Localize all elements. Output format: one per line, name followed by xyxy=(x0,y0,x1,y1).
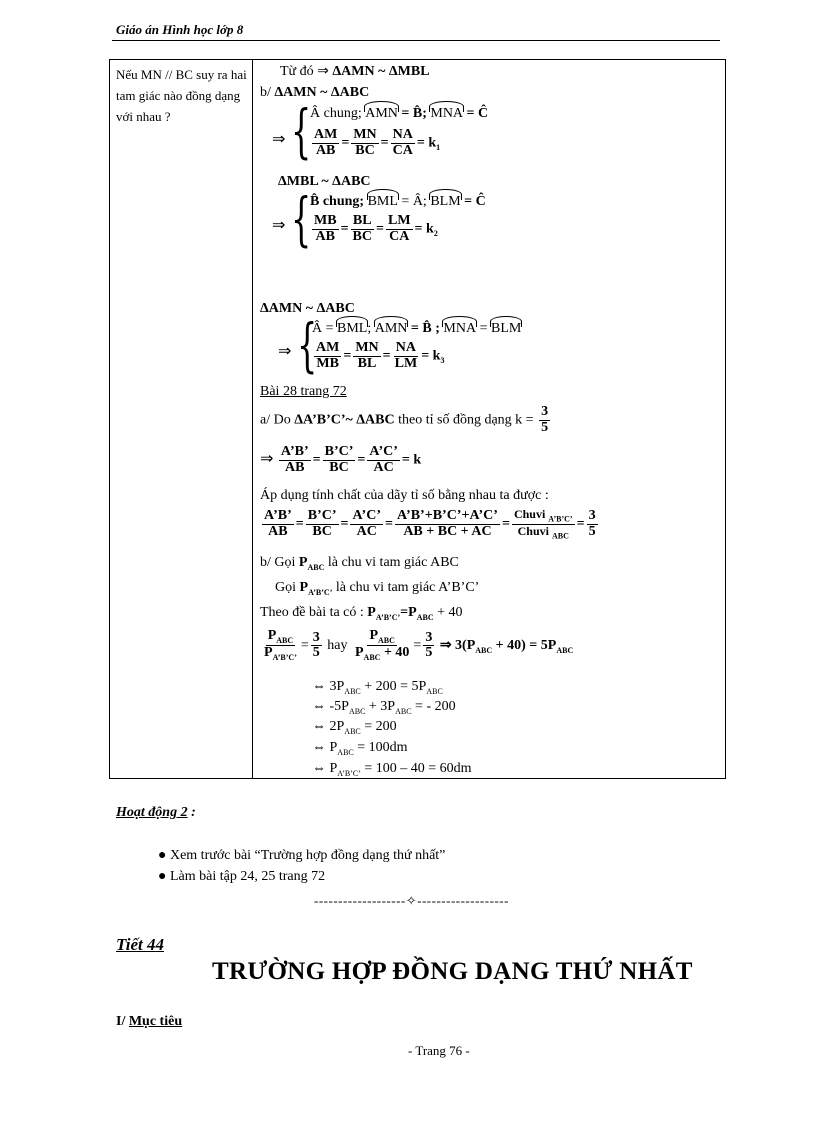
ratio-equation-1: ⇒ $\frac{A’B’}{AB}$ = $\frac{B’C’}{BC}$ = $\frac{A’C’}{AC}$ = k xyxy=(260,444,422,475)
perimeter-equation: $\frac{P_{ABC}}{P_{A’B’C’}}$ = $\frac{3}{5}$ hay $\frac{P_{ABC}}{P_{ABC} + 40}$ = $\frac{3}{5}$ ⇒ $3(P_{ABC} + 40) = 5P_{ABC}$ xyxy=(264,628,574,662)
system2-angles: B̂ chung; BML = Â; BLM = Ĉ xyxy=(310,194,486,209)
implies-arrow-3: ⇒ xyxy=(278,343,292,360)
header-rule xyxy=(112,40,720,41)
section-separator: -------------------✧------------------- xyxy=(314,893,509,908)
part-b-line: b/ Gọi $P_{ABC}$ là chu vi tam giác ABC xyxy=(260,555,459,572)
solution-step-1: ⇔ $3P_{ABC} + 200 = 5P_{ABC}$ xyxy=(312,679,443,696)
page-number: - Trang 76 - xyxy=(408,1043,470,1058)
line-tu-do: Từ đó ⇒ ΔAMN ~ ΔMBL xyxy=(280,64,430,79)
section-objectives: I/ Mục tiêu xyxy=(116,1014,183,1029)
relation-mbl-abc: ΔMBL ~ ΔABC xyxy=(278,174,371,189)
relation-amn-abc: ΔAMN ~ ΔABC xyxy=(260,301,355,316)
brace-3: { xyxy=(297,311,318,379)
system1-ratios: $\frac{AM}{AB}$ = $\frac{MN}{BC}$ = $\frac{NA}{CA}$ = $k_1$ xyxy=(314,127,441,158)
solution-step-3: ⇔ $2P_{ABC} = 200$ xyxy=(312,719,397,736)
given-condition: Theo đề bài ta có : $P_{A’B’C’}=P_{ABC} + 40$ xyxy=(260,605,463,622)
teacher-question: Nếu MN // BC suy ra hai tam giác nào đồng dạng với nhau ? xyxy=(116,67,247,124)
implies-arrow-2: ⇒ xyxy=(272,217,286,234)
system3-ratios: $\frac{AM}{MB}$ = $\frac{MN}{BL}$ = $\frac{NA}{LM}$ = $k_3$ xyxy=(316,340,445,371)
solution-step-4: ⇔ $P_{ABC} = 100dm$ xyxy=(312,740,408,757)
part-b-line-2: Gọi $P_{A’B’C’}$ là chu vi tam giác A’B’C’ xyxy=(275,580,480,597)
activity-item: ● Xem trước bài “Trường hợp đồng dạng thứ nhất” xyxy=(158,848,446,863)
ratio-equation-2: $\frac{A’B’}{AB}$ = $\frac{B’C’}{BC}$ = $\frac{A’C’}{AC}$ = $\frac{A’B’+B’C’+A’C’}{AB + BC + AC}$ = $\frac{Chuvi _{A’B’C’}}{Chuvi _{ABC}}$ = $\frac{3}{5}$ xyxy=(264,507,596,541)
system1-angles: Â chung; AMN = B̂; MNA = Ĉ xyxy=(310,106,489,121)
bullet-icon: ● xyxy=(158,869,167,884)
system2-ratios: $\frac{MB}{AB}$ = $\frac{BL}{BC}$ = $\frac{LM}{CA}$ = $k_2$ xyxy=(314,213,438,244)
table-column-divider xyxy=(252,59,253,779)
solution-step-2: ⇔ $-5P_{ABC} + 3P_{ABC}$ = - 200 xyxy=(312,699,456,716)
activity-item: ● Làm bài tập 24, 25 trang 72 xyxy=(158,869,326,884)
lesson-number: Tiết 44 xyxy=(116,935,164,954)
exercise-28-heading: Bài 28 trang 72 xyxy=(260,384,347,399)
implies-arrow-1: ⇒ xyxy=(272,131,286,148)
solution-step-5: ⇔ $P_{A’B’C’} = 100 - 40 = 60dm$ xyxy=(312,761,472,778)
brace-2: { xyxy=(291,185,312,253)
system3-angles: Â = BML; AMN = B̂ ; MNA = BLM xyxy=(312,321,522,336)
bullet-icon: ● xyxy=(158,848,167,863)
activity-heading: Hoạt động 2 : xyxy=(116,805,196,820)
lesson-title: TRƯỜNG HỢP ĐỒNG DẠNG THỨ NHẤT xyxy=(212,958,693,985)
page-header: Giáo án Hình học lớp 8 xyxy=(116,22,244,37)
brace-1: { xyxy=(291,97,312,165)
part-a-line: a/ Do ΔA’B’C’~ ΔABC theo tỉ số đồng dạng k = $\frac{3}{5}$ xyxy=(260,404,549,435)
line-b: b/ ΔAMN ~ ΔABC xyxy=(260,85,370,100)
apply-property-text: Áp dụng tính chất của dãy tỉ số bằng nhau ta được : xyxy=(260,488,549,503)
